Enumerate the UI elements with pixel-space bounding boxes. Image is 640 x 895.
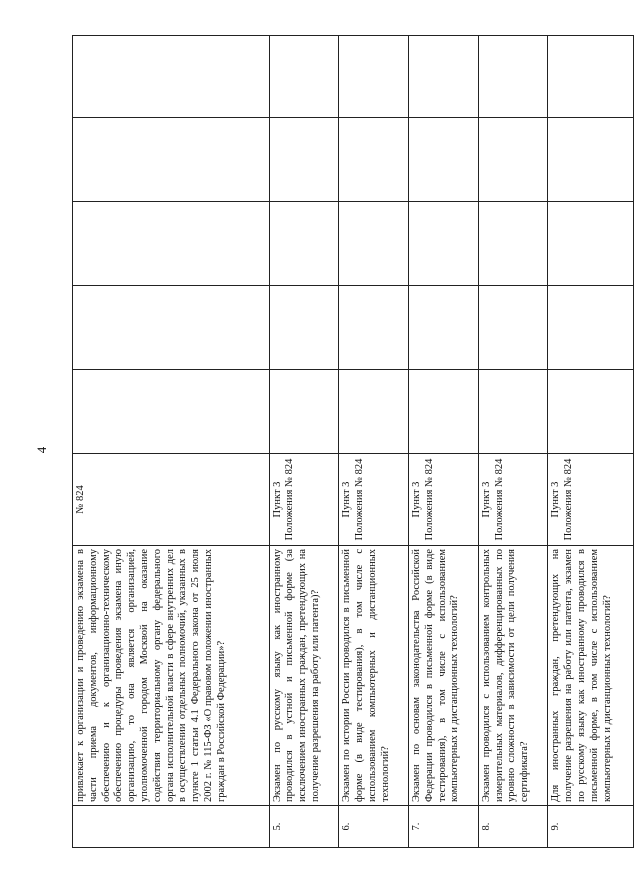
answer-cell <box>269 286 339 370</box>
note-cell <box>548 36 634 118</box>
answer-cell <box>73 118 270 202</box>
answer-cell <box>548 202 634 286</box>
answer-cell <box>409 370 479 454</box>
answer-cell <box>548 370 634 454</box>
question-cell: Экзамен по русскому языку как иностранному проводился в устной и письменной форме (за исключением иностранных граждан, претендующих на получение разрешения на работу или патента)? <box>269 546 339 806</box>
table-row <box>269 36 339 848</box>
table-row <box>409 36 479 848</box>
rotated-table-container <box>72 36 634 848</box>
answer-cell <box>269 118 339 202</box>
question-cell: Для иностранных граждан, претендующих на получение разрешения на работу или патента, экзамен по русскому языку как иностранному проводился в письменной форме, в том числе с использованием компьютерных и дистанционных технологий? <box>548 546 634 806</box>
answer-cell <box>339 370 409 454</box>
answer-cell <box>478 202 548 286</box>
answer-cell <box>269 370 339 454</box>
table-row <box>339 36 409 848</box>
row-number-cell <box>73 806 270 848</box>
note-cell <box>478 36 548 118</box>
answer-cell <box>409 286 479 370</box>
answer-cell <box>478 370 548 454</box>
row-number-cell: 8. <box>478 806 548 848</box>
reference-cell: Пункт 3 Положения № 824 <box>548 454 634 546</box>
checklist-table <box>72 35 634 848</box>
reference-cell: № 824 <box>73 454 270 546</box>
answer-cell <box>339 202 409 286</box>
question-cell: привлекает к организации и проведению экзамена в части приема документов, информационному обеспечению и к организационно-техническому обеспечению процедуры проведения экзамена иную организацию, то она является организацией, уполномоченной городом Москвой на оказание содействия территориальному органу федерального органа исполнительной власти в сфере внутренних дел в осуществлении отдельных полномочий, указанных в пункте 1 статьи 4.1 Федерального закона от 25 июля 2002 г. № 115-ФЗ «О правовом положении иностранных граждан в Российской Федерации»? <box>73 546 270 806</box>
answer-cell <box>548 118 634 202</box>
answer-cell <box>548 286 634 370</box>
answer-cell <box>478 118 548 202</box>
answer-cell <box>339 118 409 202</box>
note-cell <box>339 36 409 118</box>
note-cell <box>269 36 339 118</box>
answer-cell <box>409 118 479 202</box>
page-number: 4 <box>34 446 49 454</box>
row-number-cell: 6. <box>339 806 409 848</box>
answer-cell <box>73 370 270 454</box>
answer-cell <box>409 202 479 286</box>
reference-cell: Пункт 3 Положения № 824 <box>409 454 479 546</box>
table-row <box>478 36 548 848</box>
question-cell: Экзамен по истории России проводился в письменной форме (в виде тестирования), в том числе с использованием компьютерных и дистанционных технологий? <box>339 546 409 806</box>
question-cell: Экзамен проводился с использованием контрольных измерительных материалов, дифференцированных по уровню сложности в зависимости от цели получения сертификата? <box>478 546 548 806</box>
reference-cell: Пункт 3 Положения № 824 <box>478 454 548 546</box>
answer-cell <box>269 202 339 286</box>
row-number-cell: 9. <box>548 806 634 848</box>
reference-cell: Пункт 3 Положения № 824 <box>339 454 409 546</box>
note-cell <box>73 36 270 118</box>
answer-cell <box>339 286 409 370</box>
answer-cell <box>478 286 548 370</box>
table-row <box>548 36 634 848</box>
answer-cell <box>73 202 270 286</box>
question-cell: Экзамен по основам законодательства Российской Федерации проводился в письменной форме (в виде тестирования), в том числе с использованием компьютерных и дистанционных технологий? <box>409 546 479 806</box>
reference-cell: Пункт 3 Положения № 824 <box>269 454 339 546</box>
row-number-cell: 5. <box>269 806 339 848</box>
note-cell <box>409 36 479 118</box>
answer-cell <box>73 286 270 370</box>
table-row <box>73 36 270 848</box>
row-number-cell: 7. <box>409 806 479 848</box>
